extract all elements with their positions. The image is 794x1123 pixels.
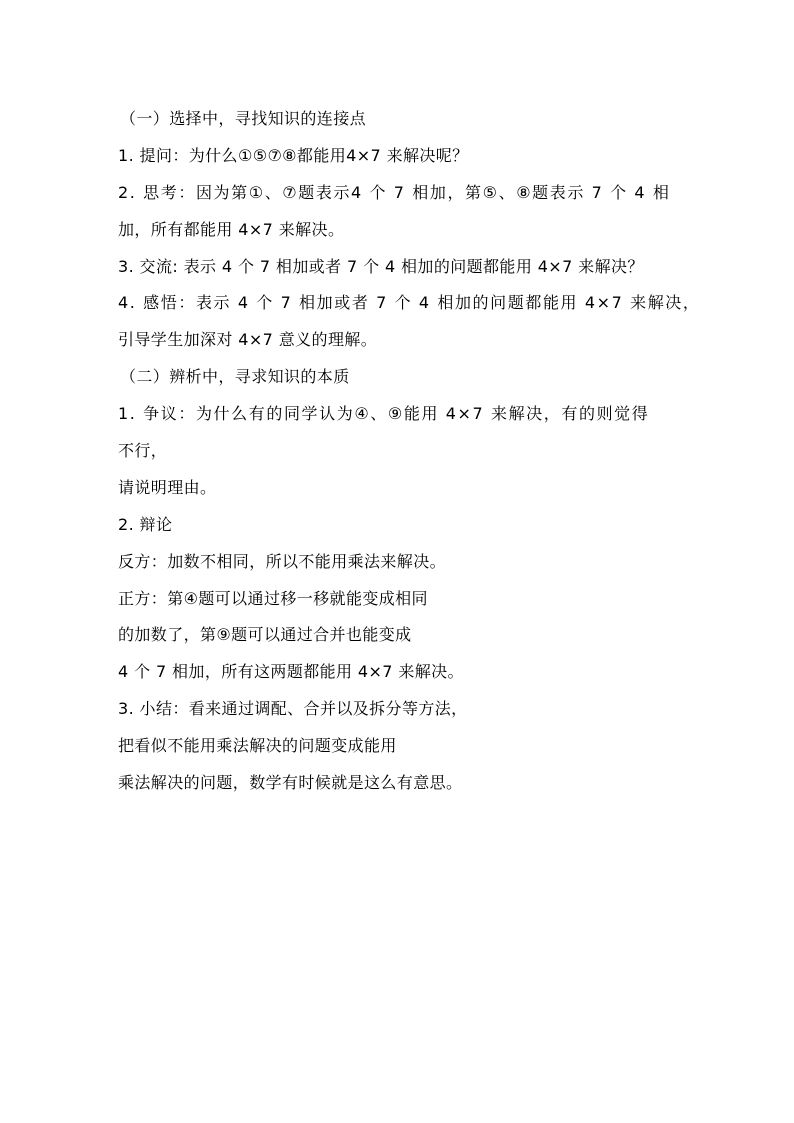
paragraph-line: 的加数了，第⑨题可以通过合并也能变成: [118, 625, 412, 645]
paragraph-line: 2. 辩论: [118, 514, 173, 534]
paragraph-line: 2. 思考：因为第①、⑦题表示4 个 7 相加，第⑤、⑧题表示 7 个 4 相: [118, 182, 671, 202]
paragraph-line: 4. 感悟：表示 4 个 7 相加或者 7 个 4 相加的问题都能用 4×7 来解决，: [118, 293, 701, 313]
paragraph-line: 1. 争议：为什么有的同学认为④、⑨能用 4×7 来解决，有的则觉得: [118, 404, 650, 424]
section-heading-1: （一）选择中，寻找知识的连接点: [120, 109, 367, 128]
paragraph-line: 3. 小结：看来通过调配、合并以及拆分等方法，: [118, 699, 468, 719]
paragraph-line: 正方：第④题可以通过移一移就能变成相同: [118, 588, 428, 608]
paragraph-line: 请说明理由。: [118, 477, 217, 497]
document-body: [118, 101, 701, 802]
section-heading-2: （二）辨析中，寻求知识的本质: [120, 367, 350, 387]
paragraph-line: 1. 提问：为什么①⑤⑦⑧都能用4×7 来解决呢？: [118, 145, 469, 165]
paragraph-line: 4 个 7 相加，所有这两题都能用 4×7 来解决。: [118, 662, 464, 682]
paragraph-line: 引导学生加深对 4×7 意义的理解。: [118, 330, 378, 350]
paragraph-line: 不行，: [118, 441, 168, 461]
paragraph-line: 加，所有都能用 4×7 来解决。: [118, 219, 345, 239]
paragraph-line: 反方：加数不相同，所以不能用乘法来解决。: [118, 551, 447, 571]
paragraph-line: 乘法解决的问题，数学有时候就是这么有意思。: [118, 773, 463, 793]
paragraph-line: 3. 交流: 表示 4 个 7 相加或者 7 个 4 相加的问题都能用 4×7 来解决？: [118, 256, 644, 276]
paragraph-line: 把看似不能用乘法解决的问题变成能用: [118, 736, 397, 756]
